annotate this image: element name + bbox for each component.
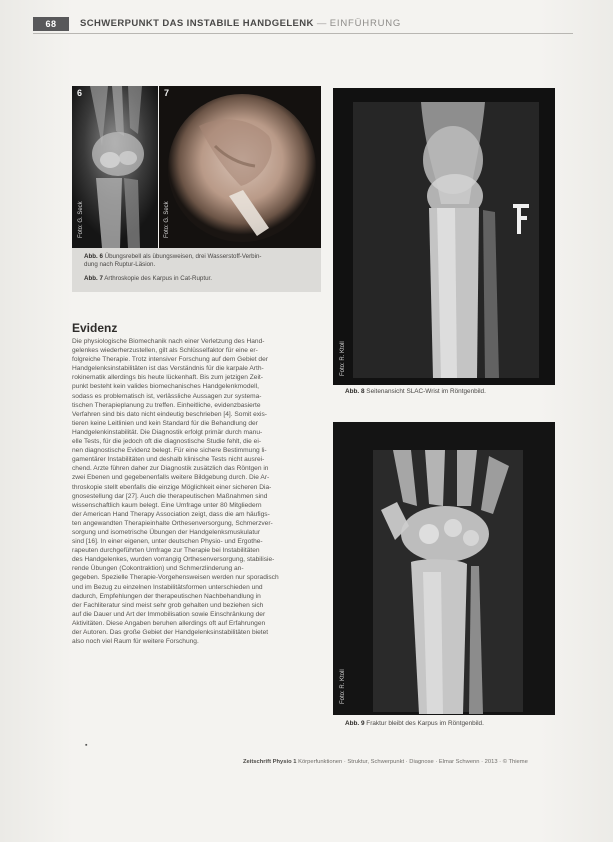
body-text-line: sorgung und isometrische Übungen der Handgelenksmuskulatur xyxy=(72,528,261,536)
section-heading: Evidenz xyxy=(72,321,118,335)
body-text-line: auf die Dauer und Art der Immobilisation sowie Einschränkung der xyxy=(72,610,266,618)
caption-fig7-text: Arthroskopie des Karpus in Cat-Ruptur. xyxy=(102,275,212,282)
xray-wrist-pa-image xyxy=(333,422,555,715)
caption-fig6-label: Abb. 6 xyxy=(84,253,103,260)
figure-7-credit: Foto: G. Seck xyxy=(164,201,170,238)
page-footer xyxy=(243,759,528,765)
figure-8-xray xyxy=(333,88,555,385)
header-section-title: SCHWERPUNKT DAS INSTABILE HANDGELENK xyxy=(80,18,314,29)
running-header xyxy=(33,17,573,31)
body-text-line: rapeuten durchgeführten Umfrage zur Therapie bei Instabilitäten xyxy=(72,547,260,555)
footer-text: Körperfunktionen · Struktur, Schwerpunkt · Diagnose · Elmar Schwenn · 2013 · © Thieme xyxy=(296,759,528,765)
body-text-line: elle Tests, für die jedoch oft die diagnostische Studie fehlt, die ei- xyxy=(72,438,262,446)
body-text-line: punkt besteht kein valides biomechanisches Handgelenkmodell, xyxy=(72,383,259,391)
body-text-line: throskopie stellt ebenfalls die einzige Möglichkeit einer sicheren Dia- xyxy=(72,483,272,491)
header-rule xyxy=(33,33,573,34)
end-mark: ▪ xyxy=(85,742,88,749)
body-text-line: nen diagnostische Evidenz belegt. Für eine sichere Bestimmung li- xyxy=(72,447,267,455)
body-text-line: der Fachliteratur sind meist sehr grob gehalten und beziehen sich xyxy=(72,601,264,609)
figure-9-xray xyxy=(333,422,555,715)
page-number: 68 xyxy=(33,17,69,31)
body-text-line: der Autoren. Das große Gebiet der Handgelenksinstabilitäten bietet xyxy=(72,629,269,636)
xray-wrist-lateral-image xyxy=(333,88,555,385)
body-text-line: tieren keine Leitlinien und kein Standard für die Behandlung der xyxy=(72,419,258,427)
body-text-line: und im Bezug zu einzelnen Instabilitätsformen unterschieden und xyxy=(72,583,263,591)
body-text-line: rokinematik allerdings bis heute lückenhaft. Bis zum jetzigen Zeit- xyxy=(72,374,263,382)
body-text-line: wissenschaftlich kaum belegt. Eine Umfrage unter 80 Mitgliedern xyxy=(72,501,262,509)
figure-6-xray xyxy=(72,86,158,248)
caption-fig6-line2: dung nach Ruptur-Läsion. xyxy=(84,261,156,268)
body-text-line: chend. Arzte führen daher zur Diagnostik zusätzlich das Röntgen in xyxy=(72,465,269,473)
body-text-line: gegeben. Spezielle Therapie-Vorgehensweisen werden nur sporadisch xyxy=(72,574,279,582)
body-text-line: der American Hand Therapy Association zeigt, dass die am häufigs- xyxy=(72,510,270,518)
body-text-line: des Handgelenkes, wurden vorrangig Orthesenversorgung, stabilisie- xyxy=(72,556,275,564)
body-text-line: folgreiche Therapie. Trotz intensiver Forschung auf dem Gebiet der xyxy=(72,356,268,364)
body-text-line: Aktivitäten. Diese Angaben beruhen allerdings oft auf Erfahrungen xyxy=(72,619,266,627)
body-text-line: gelenkes wiederherzustellen, gilt als Schlüsselfaktor für eine er- xyxy=(72,347,258,355)
body-text-line: gamentärer Instabilitäten und deshalb klinische Tests nicht ausrei- xyxy=(72,456,265,464)
body-text-line: dadurch, Empfehlungen der therapeutischen Nachbehandlung in xyxy=(72,592,261,600)
body-text-line: Verfahren sind bis dato nicht eindeutig beschrieben [4]. Somit exis- xyxy=(72,410,267,418)
body-text-line: Handgelenkinstabilität. Die Diagnostik erfolgt primär durch manu- xyxy=(72,428,263,436)
arthroscopy-image xyxy=(159,86,321,248)
caption-fig7-label: Abb. 7 xyxy=(84,275,103,282)
figure-7-arthroscopy xyxy=(159,86,321,248)
body-text-line: Handgelenksinstabilitäten ist das Verständnis für die karpale Arth- xyxy=(72,365,264,373)
figure-7-number: 7 xyxy=(164,88,170,98)
caption-fig9-label: Abb. 9 xyxy=(345,720,365,727)
body-text-line: Die physiologische Biomechanik nach einer Verletzung des Hand- xyxy=(72,338,265,345)
caption-fig8-label: Abb. 8 xyxy=(345,388,365,395)
caption-fig8 xyxy=(345,388,486,395)
body-text-line: sind [16]. In einer eigenen, unter deutschen Physio- und Ergothe- xyxy=(72,538,263,546)
body-text-line: also noch viel Raum für weitere Forschung. xyxy=(72,638,199,646)
header-subtitle: EINFÜHRUNG xyxy=(329,18,402,29)
body-text-line: gnosestellung dar [27]. Auch die therapeutischen Maßnahmen sind xyxy=(72,492,268,500)
body-text-line: ten angewandten Therapieinhalte Orthesenversorgung, Schmerzver- xyxy=(72,519,273,527)
header-title xyxy=(80,18,401,29)
figure-6-number: 6 xyxy=(77,88,83,98)
header-separator: — xyxy=(316,18,327,29)
caption-fig7 xyxy=(84,275,212,284)
footer-journal: Zeitschrift Physio 1 xyxy=(243,759,297,765)
body-text-line: rende Übungen (Cokontraktion) und Schmerzlinderung an- xyxy=(72,565,244,573)
figure-9-credit: Foto: R. Ktoll xyxy=(340,669,346,704)
figure-8-credit: Foto: R. Ktoll xyxy=(340,341,346,376)
caption-fig6-line1: Übungsrebell als übungsweisen, drei Wasserstoff-Verbin- xyxy=(102,253,262,260)
body-text xyxy=(72,337,322,646)
caption-fig8-text: Seitenansicht SLAC-Wrist im Röntgenbild. xyxy=(364,388,486,395)
body-text-line: tischen Therapieplanung zu treffen. Einheitliche, evidenzbasierte xyxy=(72,401,261,409)
caption-box-left xyxy=(72,248,321,292)
caption-fig6-continued xyxy=(84,261,155,270)
caption-fig9-text: Fraktur bleibt des Karpus im Röntgenbild. xyxy=(364,720,484,727)
caption-fig9 xyxy=(345,720,484,727)
body-text-line: sodass es problematisch ist, verlässliche Aussagen zur systema- xyxy=(72,392,262,400)
xray-wrist-small-image xyxy=(72,86,158,248)
figure-6-credit: Foto: G. Seck xyxy=(78,201,84,238)
body-text-line: zwei Ebenen und gegebenenfalls weitere Bildgebung durch. Die Ar- xyxy=(72,474,270,482)
